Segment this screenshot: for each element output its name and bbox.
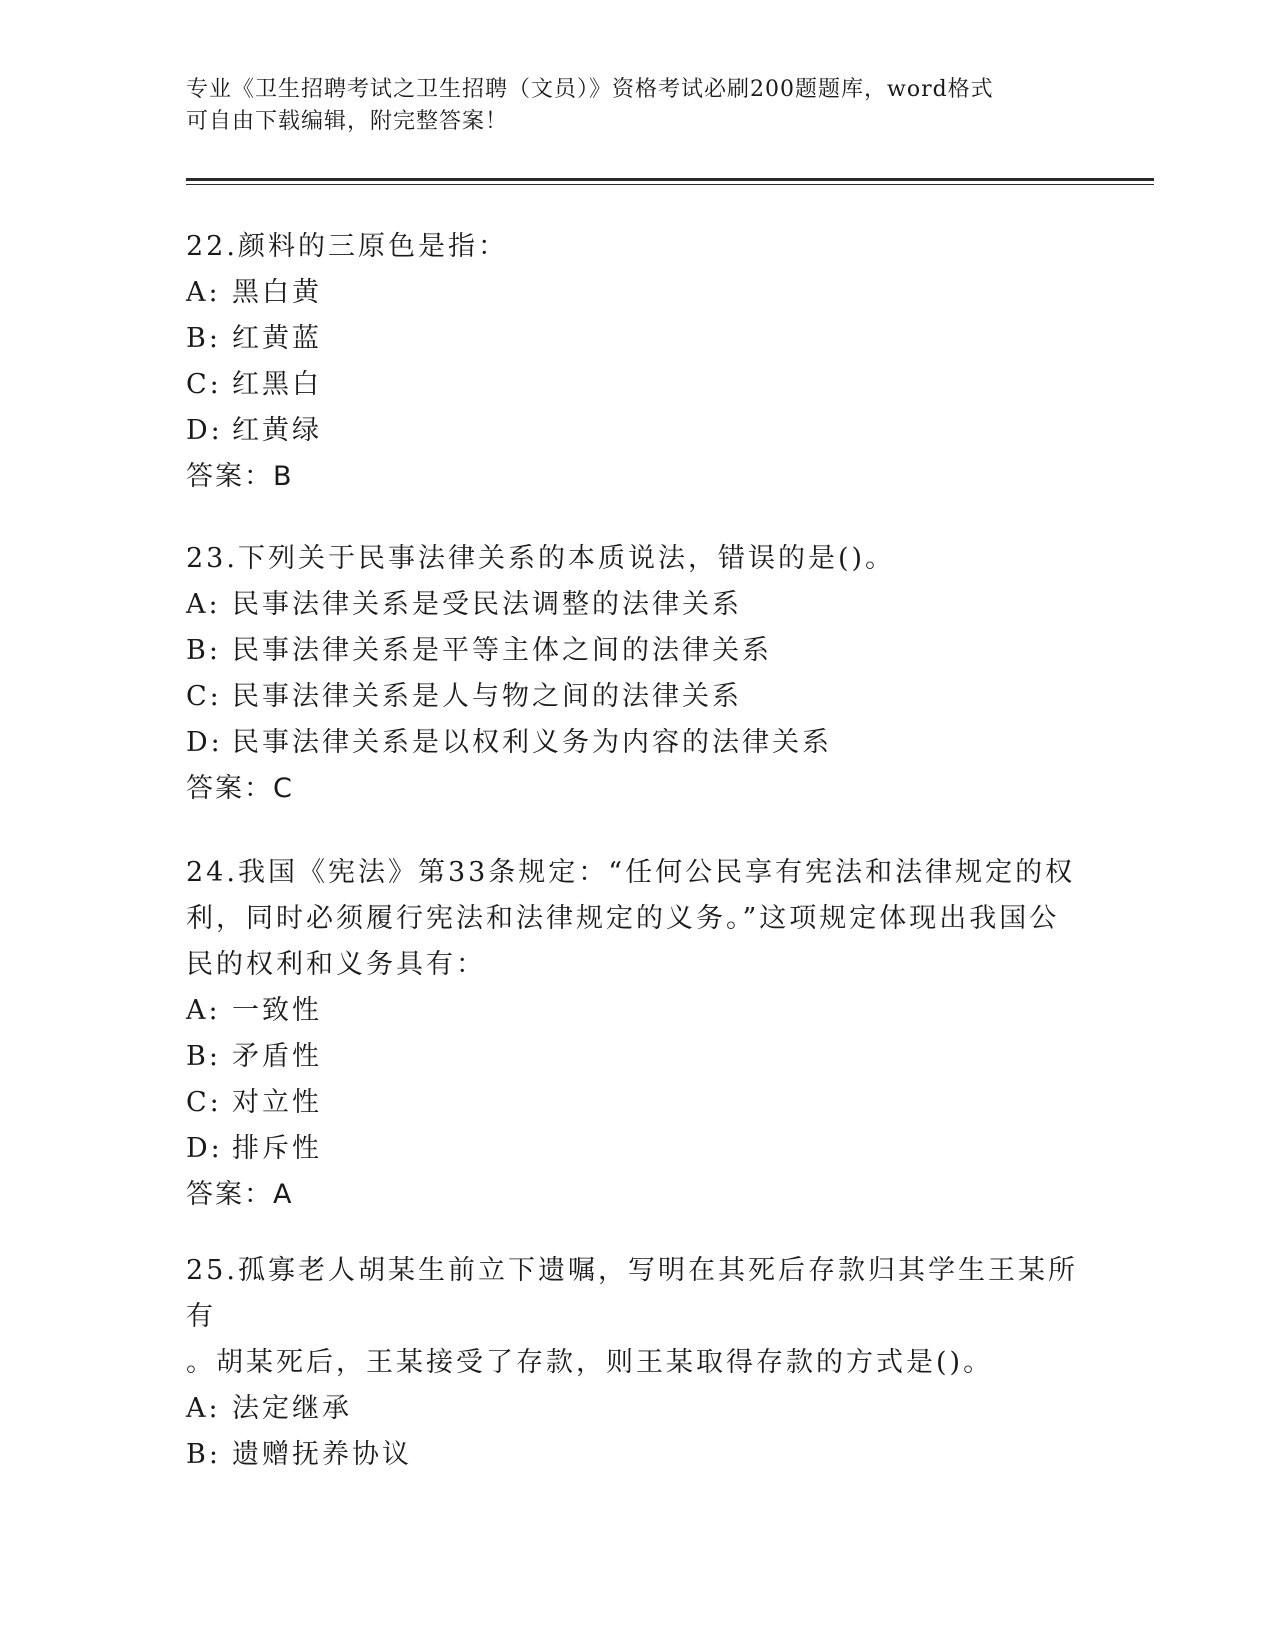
option-text: 对立性 xyxy=(232,1087,322,1118)
option-text: 民事法律关系是人与物之间的法律关系 xyxy=(232,681,742,712)
option-c xyxy=(186,1080,1086,1126)
option-text: 红黄绿 xyxy=(232,415,322,446)
option-key: C: xyxy=(186,369,222,400)
option-b xyxy=(186,316,1086,362)
header-line-2: 可自由下载编辑，附完整答案！ xyxy=(186,109,509,134)
header-line-1: 专业《卫生招聘考试之卫生招聘（文员）》资格考试必刷200题题库，word格式 xyxy=(186,77,994,102)
header-divider-thick xyxy=(186,178,1154,181)
option-d xyxy=(186,1126,1086,1172)
option-key: A: xyxy=(186,589,221,620)
option-d xyxy=(186,720,1086,766)
question-stem-line: 利，同时必须履行宪法和法律规定的义务。”这项规定体现出我国公 xyxy=(186,903,1060,934)
option-key: A: xyxy=(186,277,221,308)
option-text: 民事法律关系是以权利义务为内容的法律关系 xyxy=(232,727,832,758)
option-c xyxy=(186,362,1086,408)
option-a xyxy=(186,1386,1086,1432)
answer-line: 答案：A xyxy=(186,1179,294,1210)
option-key: B: xyxy=(186,1041,221,1072)
option-text: 民事法律关系是受民法调整的法律关系 xyxy=(232,589,742,620)
option-text: 红黄蓝 xyxy=(232,323,322,354)
document-header xyxy=(186,74,1086,138)
question-stem: 23.下列关于民事法律关系的本质说法，错误的是()。 xyxy=(186,543,896,574)
option-text: 红黑白 xyxy=(232,369,322,400)
question-stem-line: 。胡某死后，王某接受了存款，则王某取得存款的方式是()。 xyxy=(186,1347,994,1378)
question-stem: 22.颜料的三原色是指： xyxy=(186,231,508,262)
header-divider-thin xyxy=(186,184,1154,185)
option-text: 矛盾性 xyxy=(232,1041,322,1072)
option-key: A: xyxy=(186,1393,221,1424)
option-a xyxy=(186,582,1086,628)
answer-line: 答案：C xyxy=(186,773,294,804)
option-b xyxy=(186,1432,1086,1478)
option-a xyxy=(186,988,1086,1034)
option-text: 民事法律关系是平等主体之间的法律关系 xyxy=(232,635,772,666)
option-text: 排斥性 xyxy=(232,1133,322,1164)
option-key: D: xyxy=(186,415,223,446)
option-key: B: xyxy=(186,323,221,354)
option-d xyxy=(186,408,1086,454)
question-24 xyxy=(186,850,1086,1218)
option-key: D: xyxy=(186,727,223,758)
option-b xyxy=(186,628,1086,674)
option-a xyxy=(186,270,1086,316)
option-key: B: xyxy=(186,635,221,666)
option-text: 黑白黄 xyxy=(232,277,322,308)
option-c xyxy=(186,674,1086,720)
option-text: 法定继承 xyxy=(232,1393,352,1424)
option-key: A: xyxy=(186,995,221,1026)
option-key: C: xyxy=(186,1087,222,1118)
question-stem-line: 25.孤寡老人胡某生前立下遗嘱，写明在其死后存款归其学生王某所有 xyxy=(186,1255,1078,1332)
question-25 xyxy=(186,1248,1086,1478)
question-stem-line: 民的权利和义务具有： xyxy=(186,949,486,980)
option-b xyxy=(186,1034,1086,1080)
option-key: C: xyxy=(186,681,222,712)
option-text: 一致性 xyxy=(232,995,322,1026)
question-stem-line: 24.我国《宪法》第33条规定：“任何公民享有宪法和法律规定的权 xyxy=(186,857,1076,888)
option-key: D: xyxy=(186,1133,223,1164)
question-23 xyxy=(186,536,1086,812)
option-text: 遗赠抚养协议 xyxy=(232,1439,412,1470)
answer-line: 答案：B xyxy=(186,461,294,492)
option-key: B: xyxy=(186,1439,221,1470)
question-22 xyxy=(186,224,1086,500)
